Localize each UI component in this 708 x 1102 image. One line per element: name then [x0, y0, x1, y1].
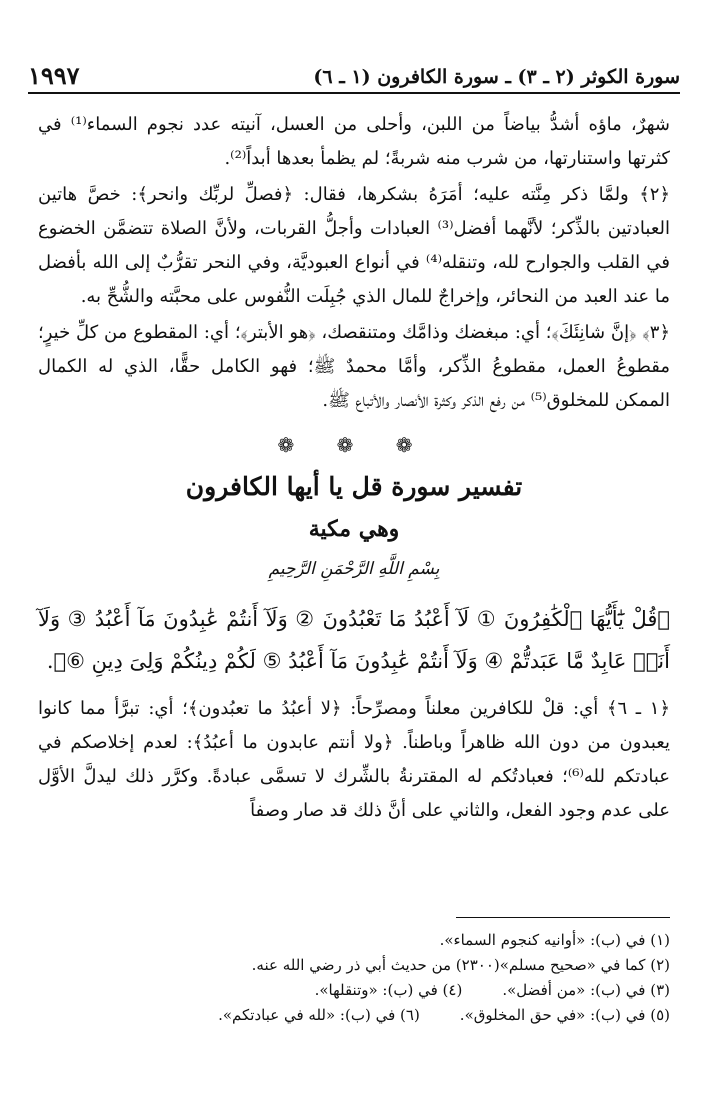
main-text	[38, 108, 670, 828]
running-title: سورة الكوثر (٢ ـ ٣) ـ سورة الكافرون (١ ـ ٦)	[313, 66, 680, 88]
paragraph-kawthar-intro: شهرٌ، ماؤه أشدُّ بياضاً من اللبن، وأحلى من العسل، آنيته عدد نجوم السماء⁽¹⁾ في كثرتها واستنارتها، من شرب منه شربةً؛ لم يظمأ بعدها أبداً⁽²⁾.	[38, 114, 671, 169]
footnote-2: (٢) كما في «صحيح مسلم»(٢٣٠٠) من حديث أبي ذر رضي الله عنه.	[251, 956, 670, 974]
footnote-row	[38, 1003, 670, 1028]
footnote-1: (١) في (ب): «أوانيه كنجوم السماء».	[439, 931, 670, 949]
paragraph-verses-1-6: ﴿١ ـ ٦﴾ أي: قلْ للكافرين معلناً ومصرِّحاً: ﴿لا أعبُدُ ما تعبُدون﴾؛ أي: تبرَّأ مما كانوا يعبدون من دون الله ظاهراً وباطناً. ﴿ولا أنتم عابدون ما أعبُدُ﴾: لعدم إخلاصكم في عبادتكم لله⁽⁶⁾؛ فعبادتُكم له المقترنةُ بالشِّرك لا تسمَّى عبادةً. وكرَّر ذلك ليدلَّ الأوَّل على عدم وجود الفعل، والثاني على أنَّ ذلك قد صار وصفاً	[38, 698, 671, 821]
surah-subtitle: وهي مكية	[308, 516, 400, 542]
footnote-row	[38, 953, 670, 978]
footnotes	[38, 928, 670, 1028]
surah-title: تفسير سورة قل يا أيها الكافرون	[185, 472, 523, 501]
footnote-divider	[456, 917, 670, 918]
footnote-row	[38, 978, 670, 1003]
footnote-4: (٤) في (ب): «وتنقلها».	[314, 981, 463, 999]
footnote-6: (٦) في (ب): «لله في عبادتكم».	[218, 1006, 420, 1024]
footnote-3: (٣) في (ب): «من أفضل».	[502, 981, 670, 999]
section-separator: ❁ ❁ ❁	[277, 433, 431, 457]
page-header	[28, 58, 680, 94]
paragraph-verse-2: ﴿٢﴾ ولمَّا ذكر مِنَّته عليه؛ أمَرَهُ بشكرها، فقال: ﴿فصلِّ لربِّك وانحر﴾: خصَّ هاتين العبادتين بالذِّكر؛ لأنَّهما أفضل⁽³⁾ العبادات وأجلُّ القربات، ولأنَّ الصلاة تتضمَّن الخضوع في القلب والجوارح لله، وتنقله⁽⁴⁾ في أنواع العبوديَّة، وفي النحر تقرُّبٌ إلى الله بأفضل ما عند العبد من النحائر، وإخراجٌ للمال الذي جُبِلَت النُّفوس على محبَّته والشُّحِّ به.	[38, 184, 670, 307]
footnote-row	[38, 928, 670, 953]
paragraph-verse-3: ﴿٣﴾ ﴿إنَّ شانِئَكَ﴾؛ أي: مبغضك وذامَّك ومتنقصك، ﴿هو الأبتر﴾؛ أي: المقطوع من كلِّ خيرٍ؛ مقطوعُ العمل، مقطوعُ الذِّكر، وأمَّا محمدٌ ﷺ؛ فهو الكامل حقًّا، الذي له الكمال الممكن للمخلوق⁽⁵⁾ من رفع الذكر وكثرة الأنصار والأتباع ﷺ.	[38, 322, 670, 411]
footnote-5: (٥) في (ب): «في حق المخلوق».	[459, 1006, 670, 1024]
quran-verses: ﴿قُلْ يَٰٓأَيُّهَا ٱلْكَٰفِرُونَ ① لَآ أَعْبُدُ مَا تَعْبُدُونَ ② وَلَآ أَنتُمْ عَٰبِدُونَ مَآ أَعْبُدُ ③ وَلَآ أَنَا۠ عَابِدٌ مَّا عَبَدتُّمْ ④ وَلَآ أَنتُمْ عَٰبِدُونَ مَآ أَعْبُدُ ⑤ لَكُمْ دِينُكُمْ وَلِىَ دِينِ ⑥﴾.	[38, 607, 670, 673]
basmala: بِسْمِ اللَّهِ الرَّحْمَنِ الرَّحِيمِ	[268, 559, 440, 579]
page-number: ١٩٩٧	[28, 61, 80, 90]
